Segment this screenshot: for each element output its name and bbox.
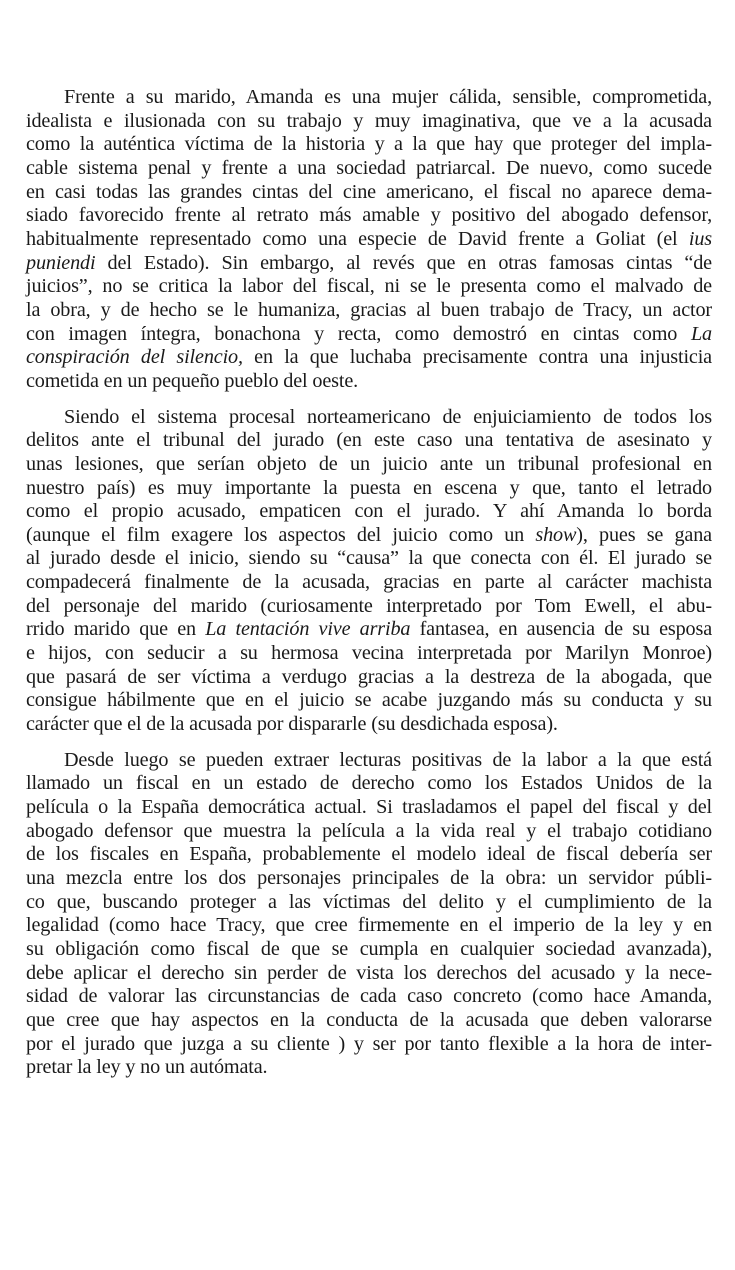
text-run: llamado un fiscal en un estado de derecho como los Estados Unidos de la [26, 772, 712, 795]
text-run: por el jurado que juzga a su cliente ) y ser por tanto flexible a la hora de inter- [26, 1032, 712, 1055]
text-run: sidad de valorar las circunstancias de cada caso concreto (como hace Amanda, [26, 985, 712, 1008]
text-run: cometida en un pequeño pueblo del oeste. [26, 369, 359, 392]
text-run: en la que luchaba precisamente contra una injusticia [242, 346, 712, 369]
text-run: idealista e ilusionada con su trabajo y muy imaginativa, que ve a la acusada [26, 109, 712, 132]
text-line [26, 595, 712, 619]
text-run: como el propio acusado, empaticen con el jurado. Y ahí Amanda lo borda [26, 500, 712, 523]
text-line [26, 713, 712, 737]
text-line [26, 86, 712, 110]
text-line [26, 1033, 712, 1057]
text-line [26, 796, 712, 820]
text-run: debe aplicar el derecho sin perder de vista los derechos del acusado y la nece- [26, 961, 712, 984]
text-line [26, 666, 712, 690]
text-line [26, 110, 712, 134]
italic-title: ius [688, 227, 712, 250]
text-run: abogado defensor que muestra la película a la vida real y el trabajo cotidiano [26, 819, 712, 842]
text-line [26, 157, 712, 181]
text-run: una mezcla entre los dos personajes principales de la obra: un servidor públi- [26, 867, 712, 889]
text-line [26, 453, 712, 477]
text-run: rrido marido que en [26, 618, 206, 641]
text-run: al jurado desde el inicio, siendo su “causa” la que conecta con él. El jurado se [26, 547, 712, 570]
italic-title: La tentación vive arriba [205, 618, 411, 641]
text-run: del Estado). Sin embargo, al revés que en otras famosas cintas “de [95, 251, 712, 274]
text-line [26, 500, 712, 524]
italic-title: La [690, 322, 712, 345]
text-run: unas lesiones, que serían objeto de un juicio ante un tribunal profesional en [26, 452, 712, 475]
text-run: juicios”, no se critica la labor del fiscal, ni se le presenta como el malvado de [26, 275, 712, 298]
text-line [26, 642, 712, 666]
text-line [26, 843, 712, 867]
text-run: del personaje del marido (curiosamente interpretado por Tom Ewell, el abu- [26, 594, 712, 617]
text-run: pretar la ley y no un autómata. [26, 1056, 268, 1079]
text-line [26, 370, 712, 394]
paragraph-3 [26, 749, 712, 1080]
text-run: e hijos, con seducir a su hermosa vecina interpretada por Marilyn Monroe) [26, 642, 712, 665]
text-line [26, 547, 712, 571]
text-run: consigue hábilmente que en el juicio se acabe juzgando más su conducta y su [26, 689, 712, 712]
text-run: Siendo el sistema procesal norteamericano de enjuiciamiento de todos los [64, 405, 712, 428]
text-line [26, 867, 712, 891]
text-line [26, 524, 712, 548]
text-line [26, 133, 712, 157]
text-run: ), pues se gana [576, 523, 712, 546]
text-line [26, 914, 712, 938]
text-run: que pasará de ser víctima a verdugo gracias a la destreza de la abogada, que [26, 665, 712, 688]
paragraph-2 [26, 406, 712, 737]
text-run: como la auténtica víctima de la historia y a la que hay que proteger del impla- [26, 133, 712, 156]
text-line [26, 299, 712, 323]
text-run: en casi todas las grandes cintas del cine americano, el fiscal no aparece dema- [26, 180, 712, 203]
text-run: la obra, y de hecho se le humaniza, gracias al buen trabajo de Tracy, un actor [26, 298, 712, 321]
text-run: de los fiscales en España, probablemente el modelo ideal de fiscal debería ser [26, 843, 712, 866]
text-line [26, 985, 712, 1009]
text-line [26, 252, 712, 276]
text-line [26, 204, 712, 228]
text-run: con imagen íntegra, bonachona y recta, como demostró en cintas como [26, 322, 691, 345]
text-line [26, 1009, 712, 1033]
text-line [26, 275, 712, 299]
text-line [26, 571, 712, 595]
text-line [26, 938, 712, 962]
text-run: nuestro país) es muy importante la puesta en escena y que, tanto el letrado [26, 476, 712, 499]
paragraph-1 [26, 86, 712, 394]
text-run: delitos ante el tribunal del jurado (en este caso una tentativa de asesinato y [26, 429, 712, 452]
text-run: Desde luego se pueden extraer lecturas positivas de la labor a la que está [64, 748, 712, 771]
text-run: que cree que hay aspectos en la conducta de la acusada que deben valorarse [26, 1008, 712, 1031]
text-line [26, 962, 712, 986]
italic-title: show [535, 523, 577, 546]
text-run: Frente a su marido, Amanda es una mujer cálida, sensible, comprometida, [64, 86, 712, 108]
italic-title: puniendi [26, 251, 96, 274]
text-line [26, 228, 712, 252]
text-run: cable sistema penal y frente a una sociedad patriarcal. De nuevo, como sucede [26, 156, 712, 179]
text-run: fantasea, en ausencia de su esposa [410, 618, 713, 641]
text-line [26, 891, 712, 915]
text-run: legalidad (como hace Tracy, que cree firmemente en el imperio de la ley y en [26, 914, 712, 937]
text-line [26, 689, 712, 713]
text-line [26, 406, 712, 430]
text-line [26, 477, 712, 501]
text-line [26, 749, 712, 773]
text-line [26, 772, 712, 796]
text-line [26, 181, 712, 205]
text-run: su obligación como fiscal de que se cumpla en cualquier sociedad avanzada), [26, 937, 712, 960]
text-line [26, 323, 712, 347]
text-line [26, 820, 712, 844]
text-run: siado favorecido frente al retrato más amable y positivo del abogado defensor, [26, 204, 712, 227]
italic-title: conspiración del silencio, [26, 346, 243, 369]
text-run: película o la España democrática actual. Si trasladamos el papel del fiscal y del [26, 796, 712, 819]
text-run: carácter que el de la acusada por dispararle (su desdichada esposa). [26, 713, 558, 736]
text-line [26, 1056, 712, 1080]
text-line [26, 429, 712, 453]
text-run: co que, buscando proteger a las víctimas del delito y el cumplimiento de la [26, 890, 712, 913]
text-line [26, 618, 712, 642]
text-run: (aunque el film exagere los aspectos del juicio como un [26, 523, 536, 546]
text-line [26, 346, 712, 370]
text-run: habitualmente representado como una especie de David frente a Goliat (el [26, 227, 689, 250]
document-page [26, 86, 712, 1092]
text-run: compadecerá finalmente de la acusada, gracias en parte al carácter machista [26, 571, 712, 594]
